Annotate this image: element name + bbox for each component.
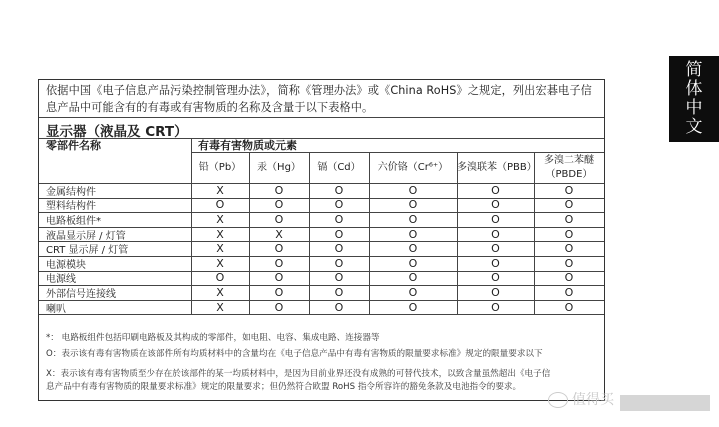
row-part-name: 电源模块 bbox=[46, 259, 86, 271]
substance-mark: O bbox=[564, 183, 574, 197]
substance-mark: O bbox=[564, 271, 574, 285]
row-part-name: CRT 显示屏 / 灯管 bbox=[46, 245, 129, 257]
substance-mark: O bbox=[564, 285, 574, 299]
substance-mark: O bbox=[334, 300, 344, 314]
substance-mark: O bbox=[274, 212, 284, 226]
substance-mark: O bbox=[334, 271, 344, 285]
substance-mark: O bbox=[334, 198, 344, 212]
substance-mark: X bbox=[216, 285, 224, 299]
substance-mark: X bbox=[216, 212, 224, 226]
note-o: O：表示该有毒有害物质在该部件所有均质材料中的含量均在《电子信息产品中有毒有害物质的限量要求标准》规定的限量要求以下 bbox=[46, 349, 543, 359]
language-tab-label: 简体中文 bbox=[685, 60, 703, 137]
row-part-name: 电源线 bbox=[46, 274, 76, 286]
substance-mark: O bbox=[408, 183, 418, 197]
substance-mark: X bbox=[216, 300, 224, 314]
note-x-line2: 息产品中有毒有害物质的限量要求标准》规定的限量要求；但仍然符合欧盟 RoHS 指令所容许的豁免条款及电池指令的要求。 bbox=[46, 382, 522, 392]
table-hline bbox=[39, 314, 604, 315]
substance-mark: O bbox=[564, 198, 574, 212]
substance-mark: O bbox=[491, 271, 500, 285]
substance-mark: O bbox=[334, 183, 344, 197]
row-part-name: 外部信号连接线 bbox=[46, 288, 116, 300]
substance-mark: O bbox=[408, 227, 418, 241]
substance-mark: O bbox=[274, 198, 284, 212]
rohs-declaration bbox=[38, 79, 605, 401]
row-part-name: 电路板组件* bbox=[46, 215, 101, 227]
substance-mark: O bbox=[274, 300, 284, 314]
col-header-group: 有毒有害物质或元素 bbox=[198, 139, 297, 152]
substance-mark: O bbox=[491, 285, 500, 299]
note-asterisk: *： 电路板组件包括印刷电路板及其构成的零部件，如电阻、电容、集成电路、连接器等 bbox=[46, 333, 380, 343]
substance-mark: O bbox=[408, 271, 418, 285]
substance-mark: O bbox=[334, 227, 344, 241]
table-hline bbox=[39, 117, 604, 118]
substance-mark: O bbox=[334, 285, 344, 299]
substance-header: 六价铬（Cr⁶⁺） bbox=[377, 161, 449, 173]
substance-header: 多溴二苯醚（PBDE） bbox=[544, 154, 594, 180]
watermark-logo-icon bbox=[548, 392, 568, 408]
substance-mark: O bbox=[491, 242, 500, 256]
substance-mark: O bbox=[564, 300, 574, 314]
substance-header: 镉（Cd） bbox=[317, 161, 361, 173]
substance-mark: O bbox=[274, 242, 284, 256]
table-hline bbox=[39, 138, 604, 139]
substance-mark: O bbox=[334, 212, 344, 226]
substance-mark: O bbox=[215, 271, 225, 285]
substance-mark: O bbox=[564, 242, 574, 256]
watermark-redaction bbox=[620, 395, 710, 411]
substance-mark: O bbox=[491, 183, 500, 197]
substance-mark: O bbox=[564, 256, 574, 270]
substance-header: 汞（Hg） bbox=[257, 161, 301, 173]
substance-mark: X bbox=[216, 242, 224, 256]
substance-header: 铅（Pb） bbox=[198, 161, 242, 173]
substance-mark: O bbox=[491, 256, 500, 270]
substance-mark: O bbox=[491, 300, 500, 314]
substance-mark: O bbox=[408, 256, 418, 270]
substance-mark: O bbox=[274, 183, 284, 197]
row-part-name: 金属结构件 bbox=[46, 186, 96, 198]
substance-mark: O bbox=[408, 300, 418, 314]
substance-mark: O bbox=[408, 242, 418, 256]
row-part-name: 喇叭 bbox=[46, 303, 66, 315]
row-part-name: 液晶显示屏 / 灯管 bbox=[46, 230, 126, 242]
substance-mark: X bbox=[275, 227, 283, 241]
substance-mark: X bbox=[216, 256, 224, 270]
row-part-name: 塑料结构件 bbox=[46, 201, 96, 213]
substance-mark: O bbox=[334, 242, 344, 256]
substance-mark: O bbox=[215, 198, 225, 212]
intro-text: 依据中国《电子信息产品污染控制管理办法》，简称《管理办法》或《China RoHS》之规定，列出宏碁电子信息产品中可能含有的有毒或有害物质的名称及含量于以下表格中。 bbox=[46, 84, 592, 114]
substance-mark: O bbox=[274, 256, 284, 270]
substance-mark: O bbox=[334, 256, 344, 270]
substance-mark: O bbox=[408, 212, 418, 226]
note-x-line1: X：表示该有毒有害物质至少存在於该部件的某一均质材料中，是因为目前业界还没有成熟的可替代技术，以致含量虽然超出《电子信 bbox=[46, 369, 551, 379]
substance-mark: O bbox=[274, 285, 284, 299]
substance-mark: O bbox=[274, 271, 284, 285]
substance-header: 多溴联苯（PBB） bbox=[457, 161, 537, 173]
substance-mark: O bbox=[491, 198, 500, 212]
substance-mark: X bbox=[216, 227, 224, 241]
substance-mark: O bbox=[564, 227, 574, 241]
substance-mark: O bbox=[408, 198, 418, 212]
substance-mark: O bbox=[564, 212, 574, 226]
substance-mark: O bbox=[491, 212, 500, 226]
language-tab[interactable] bbox=[669, 56, 719, 142]
substance-mark: X bbox=[216, 183, 224, 197]
substance-mark: O bbox=[491, 227, 500, 241]
substance-mark: O bbox=[408, 285, 418, 299]
col-header-part: 零部件名称 bbox=[46, 139, 101, 152]
watermark-text: 值得买 bbox=[572, 392, 614, 408]
product-title: 显示器（液晶及 CRT） bbox=[46, 124, 188, 140]
